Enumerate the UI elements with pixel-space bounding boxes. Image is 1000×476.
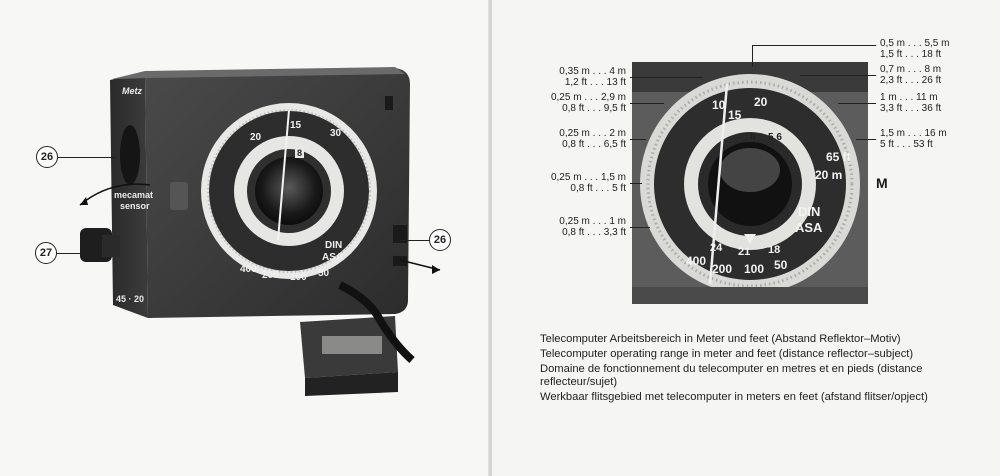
rdial-asa-label: ASA bbox=[795, 220, 823, 235]
dial-iso-50: 50 bbox=[318, 268, 330, 279]
rdial-distance-20: 20 bbox=[754, 95, 768, 109]
range-right-3: 1,5 m . . . 16 m 5 ft . . . 53 ft bbox=[880, 128, 947, 150]
range-left-4-leader bbox=[630, 227, 650, 228]
dial-distance-1: 20 bbox=[250, 132, 262, 143]
range-left-3-leader bbox=[630, 183, 642, 184]
range-right-0: 0,5 m . . . 5,5 m 1,5 ft . . . 18 ft bbox=[880, 38, 950, 60]
callout-27-leader bbox=[57, 253, 81, 254]
rdial-din-label: DIN bbox=[798, 204, 821, 219]
m-marker: M bbox=[876, 175, 888, 191]
callout-27: 27 bbox=[35, 242, 57, 264]
dial-iso-200: 200 bbox=[262, 270, 279, 281]
caption-nl: Werkbaar flitsgebied met telecomputer in meters en feet (afstand flitser/opject) bbox=[540, 391, 928, 403]
rdial-distance-10: 10 bbox=[712, 98, 726, 112]
dial-aperture-8: 8 bbox=[297, 148, 303, 158]
caption-de: Telecomputer Arbeitsbereich in Meter und feet (Abstand Reflektor–Motiv) bbox=[540, 333, 901, 345]
rdial-ft-label: 65 ft bbox=[826, 150, 851, 164]
rdial-iso-50: 50 bbox=[774, 258, 788, 272]
sensor-label-2: sensor bbox=[120, 201, 150, 211]
flash-unit-photo bbox=[0, 0, 492, 476]
callout-26-right: 26 bbox=[429, 229, 451, 251]
range-right-2-leader bbox=[838, 103, 876, 104]
rdial-distance-15: 15 bbox=[728, 108, 742, 122]
range-left-4: 0,25 m . . . 1 m 0,8 ft . . . 3,3 ft bbox=[559, 216, 626, 238]
dial-iso-100: 100 bbox=[290, 272, 307, 283]
caption-block bbox=[540, 333, 980, 406]
range-right-1: 0,7 m . . . 8 m 2,3 ft . . . 26 ft bbox=[880, 64, 942, 86]
rdial-aperture-8: 8 bbox=[750, 132, 756, 143]
rdial-din-18: 18 bbox=[768, 244, 781, 256]
caption-en: Telecomputer operating range in meter and feet (distance reflector–subject) bbox=[540, 348, 914, 360]
dial-iso-400: 400 bbox=[240, 264, 257, 275]
range-right-0-drop bbox=[752, 45, 753, 67]
dial-distance-2: 15 bbox=[290, 120, 302, 131]
range-left-0: 0,35 m . . . 4 m 1,2 ft . . . 13 ft bbox=[559, 66, 626, 88]
left-page bbox=[0, 0, 492, 476]
range-right-1-leader bbox=[800, 75, 876, 76]
range-left-1-leader bbox=[630, 103, 664, 104]
rdial-iso-200: 200 bbox=[712, 262, 733, 276]
callout-26-top-leader bbox=[58, 157, 116, 158]
rdial-aperture-5-6: 5.6 bbox=[768, 132, 782, 143]
brand-logo: Metz bbox=[122, 86, 142, 96]
range-left-0-leader bbox=[630, 77, 702, 78]
dial-asa: ASA bbox=[322, 252, 344, 263]
callout-26-right-leader bbox=[400, 240, 429, 241]
caption-fr: Domaine de fonctionnement du telecomputer en metres et en pieds (distance reflecteur/sujet) bbox=[540, 363, 923, 388]
model-label: 45 · 20 bbox=[116, 294, 145, 304]
rdial-din-21: 21 bbox=[738, 246, 751, 258]
range-left-3: 0,25 m . . . 1,5 m 0,8 ft . . . 5 ft bbox=[550, 172, 626, 194]
dial-din: DIN bbox=[325, 240, 343, 251]
rdial-iso-100: 100 bbox=[744, 262, 765, 276]
range-left-1: 0,25 m . . . 2,9 m 0,8 ft . . . 9,5 ft bbox=[550, 92, 626, 114]
range-right-3-leader bbox=[856, 139, 876, 140]
rdial-iso-400: 400 bbox=[686, 254, 707, 268]
callout-26-top: 26 bbox=[36, 146, 58, 168]
sensor-label-1: mecamat bbox=[114, 190, 154, 200]
rdial-feet-label: 20 m bbox=[815, 168, 843, 182]
range-right-2: 1 m . . . 11 m 3,3 ft . . . 36 ft bbox=[880, 92, 942, 114]
range-left-2-leader bbox=[630, 139, 646, 140]
rdial-din-24: 24 bbox=[710, 242, 723, 254]
range-right-0-leader bbox=[752, 45, 876, 46]
range-left-2: 0,25 m . . . 2 m 0,8 ft . . . 6,5 ft bbox=[559, 128, 626, 150]
dial-distance-0: 30 bbox=[330, 128, 342, 139]
